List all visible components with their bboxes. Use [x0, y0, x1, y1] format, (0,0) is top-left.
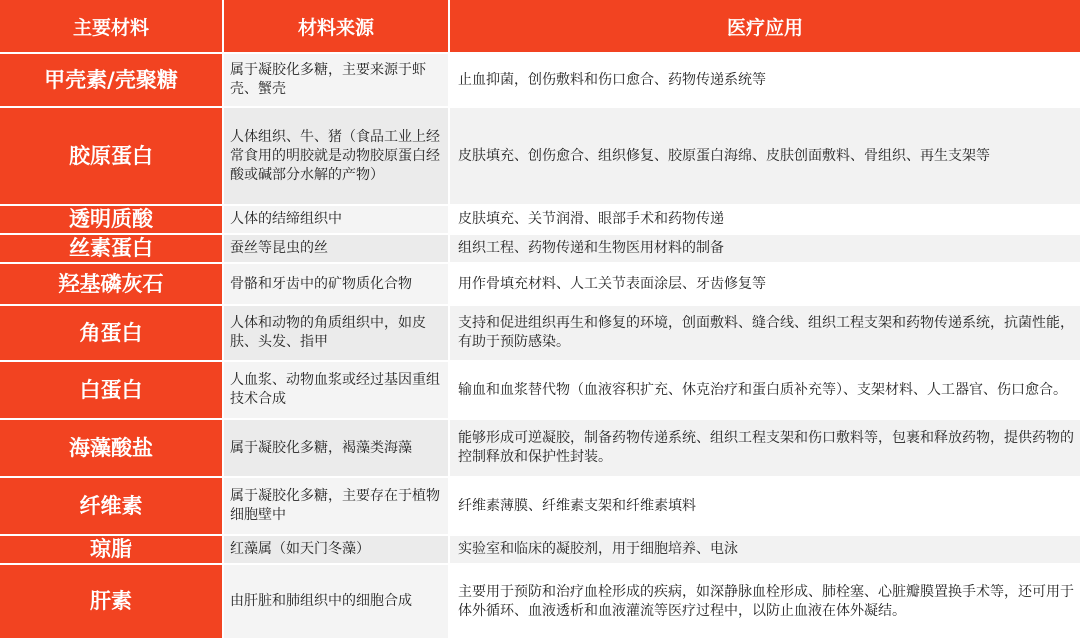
material-application: 纤维素薄膜、纤维素支架和纤维素填料: [449, 477, 1080, 535]
table-row: [0, 305, 1080, 361]
material-application: 支持和促进组织再生和修复的环境，创面敷料、缝合线、组织工程支架和药物传递系统，抗菌性能，有助于预防感染。: [449, 305, 1080, 361]
material-name: 琼脂: [0, 535, 223, 564]
material-source: 由肝脏和肺组织中的细胞合成: [223, 564, 449, 639]
material-name: 胶原蛋白: [0, 107, 223, 205]
material-application: 皮肤填充、关节润滑、眼部手术和药物传递: [449, 205, 1080, 234]
material-name: 纤维素: [0, 477, 223, 535]
table-row: [0, 107, 1080, 205]
material-source: 红藻属（如天门冬藻）: [223, 535, 449, 564]
table-row: [0, 53, 1080, 107]
material-application: 能够形成可逆凝胶，制备药物传递系统、组织工程支架和伤口敷料等，包裹和释放药物，提供药物的控制释放和保护性封装。: [449, 419, 1080, 477]
material-application: 输血和血浆替代物（血液容积扩充、休克治疗和蛋白质补充等）、支架材料、人工器官、伤口愈合。: [449, 361, 1080, 419]
table-row: [0, 477, 1080, 535]
material-application: 止血抑菌，创伤敷料和伤口愈合、药物传递系统等: [449, 53, 1080, 107]
header-material: 主要材料: [0, 0, 223, 53]
table-row: [0, 263, 1080, 305]
table-row: [0, 234, 1080, 263]
table-row: [0, 361, 1080, 419]
material-application: 实验室和临床的凝胶剂，用于细胞培养、电泳: [449, 535, 1080, 564]
header-source: 材料来源: [223, 0, 449, 53]
material-source: 属于凝胶化多糖，主要来源于虾壳、蟹壳: [223, 53, 449, 107]
material-source: 蚕丝等昆虫的丝: [223, 234, 449, 263]
material-name: 甲壳素/壳聚糖: [0, 53, 223, 107]
material-source: 骨骼和牙齿中的矿物质化合物: [223, 263, 449, 305]
material-name: 海藻酸盐: [0, 419, 223, 477]
header-row: [0, 0, 1080, 53]
material-application: 主要用于预防和治疗血栓形成的疾病，如深静脉血栓形成、肺栓塞、心脏瓣膜置换手术等，还可用于体外循环、血液透析和血液灌流等医疗过程中，以防止血液在体外凝结。: [449, 564, 1080, 639]
material-name: 透明质酸: [0, 205, 223, 234]
table-row: [0, 205, 1080, 234]
material-source: 属于凝胶化多糖，主要存在于植物细胞壁中: [223, 477, 449, 535]
material-name: 白蛋白: [0, 361, 223, 419]
header-application: 医疗应用: [449, 0, 1080, 53]
table-row: [0, 564, 1080, 639]
material-source: 人体的结缔组织中: [223, 205, 449, 234]
material-source: 人血浆、动物血浆或经过基因重组技术合成: [223, 361, 449, 419]
material-application: 组织工程、药物传递和生物医用材料的制备: [449, 234, 1080, 263]
table-row: [0, 535, 1080, 564]
material-source: 属于凝胶化多糖，褐藻类海藻: [223, 419, 449, 477]
table-row: [0, 419, 1080, 477]
material-name: 角蛋白: [0, 305, 223, 361]
material-name: 羟基磷灰石: [0, 263, 223, 305]
material-name: 肝素: [0, 564, 223, 639]
material-application: 皮肤填充、创伤愈合、组织修复、胶原蛋白海绵、皮肤创面敷料、骨组织、再生支架等: [449, 107, 1080, 205]
material-source: 人体和动物的角质组织中，如皮肤、头发、指甲: [223, 305, 449, 361]
material-name: 丝素蛋白: [0, 234, 223, 263]
material-source: 人体组织、牛、猪（食品工业上经常食用的明胶就是动物胶原蛋白经酸或碱部分水解的产物）: [223, 107, 449, 205]
material-application: 用作骨填充材料、人工关节表面涂层、牙齿修复等: [449, 263, 1080, 305]
